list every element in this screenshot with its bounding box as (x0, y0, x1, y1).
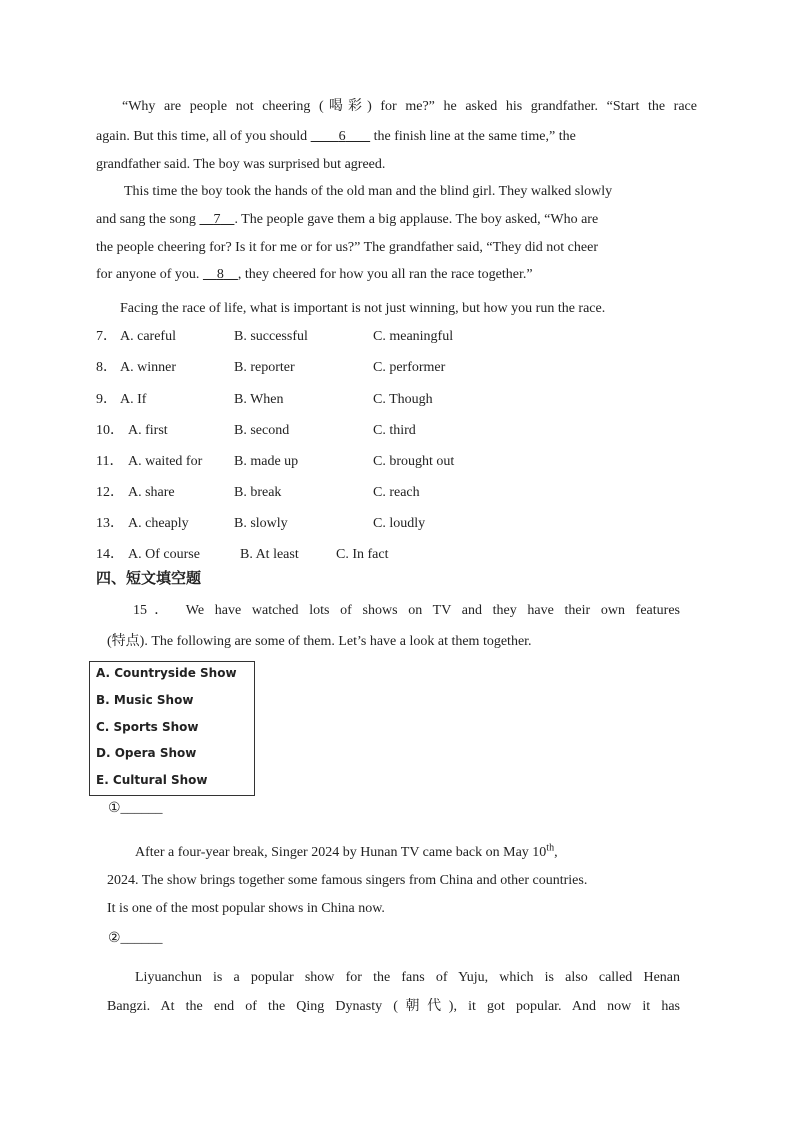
option-c[interactable]: C. brought out (373, 454, 455, 469)
option-b[interactable]: B. second (234, 423, 290, 438)
passage-line (96, 210, 697, 230)
option-b[interactable]: B. successful (234, 329, 308, 344)
passage-line (96, 238, 697, 258)
passage-line (107, 997, 680, 1017)
option-b[interactable]: B. reporter (234, 360, 295, 375)
passage-line (96, 155, 697, 175)
text: Bangzi. At the end of the Qing Dynasty (朝代), it got popular. And now it has (107, 999, 680, 1014)
text: This time the boy took the hands of the old man and the blind girl. They walked slowly (124, 184, 613, 199)
option-a[interactable]: A. If (120, 392, 147, 407)
text: the people cheering for? Is it for me or for us?” The grandfather said, “They did not cheer (96, 240, 598, 255)
passage-line (107, 899, 708, 919)
option-c[interactable]: C. meaningful (373, 329, 454, 344)
text: Liyuanchun is a popular show for the fans of Yuju, which is also called Henan (135, 970, 680, 985)
text: After a four-year break, Singer 2024 by Hunan TV came back on May 10 (135, 845, 547, 860)
passage-line (135, 843, 680, 863)
text: . The people gave them a big applause. The boy asked, “Who are (234, 212, 599, 227)
box-item: B. Music Show (96, 693, 194, 707)
text: and sang the song (96, 212, 196, 227)
passage-line (96, 127, 697, 147)
option-b[interactable]: B. made up (234, 454, 299, 469)
passage-line (124, 182, 681, 202)
box-item: A. Countryside Show (96, 666, 237, 680)
text: 15． We have watched lots of shows on TV and they have their own features (133, 603, 680, 618)
answer-blank-6: 6 (338, 129, 346, 144)
option-c[interactable]: C. In fact (336, 547, 389, 562)
question-number: 7． (96, 329, 117, 344)
passage-line (107, 871, 680, 891)
option-a[interactable]: A. share (128, 485, 175, 500)
text: for anyone of you. (96, 267, 200, 282)
text: Facing the race of life, what is important is not just winning, but how you run the race. (120, 301, 606, 316)
question-number: 9． (96, 392, 117, 407)
box-item: D. Opera Show (96, 746, 197, 760)
text: grandfather said. The boy was surprised but agreed. (96, 157, 386, 172)
question-number: 13． (96, 516, 124, 531)
option-a[interactable]: A. Of course (128, 547, 200, 562)
question-number: 8． (96, 360, 117, 375)
option-a[interactable]: A. careful (120, 329, 176, 344)
text: , (554, 845, 558, 860)
answer-blank-7: 7 (213, 212, 221, 227)
text: “Why are people not cheering (喝彩) for me?” he asked his grandfather. “Start the race (122, 99, 697, 114)
question-number: 10． (96, 423, 124, 438)
text: again. But this time, all of you should (96, 129, 308, 144)
text: It is one of the most popular shows in China now. (107, 901, 385, 916)
option-a[interactable]: A. first (128, 423, 168, 438)
option-c[interactable]: C. third (373, 423, 416, 438)
option-b[interactable]: B. At least (240, 547, 299, 562)
passage-line (122, 97, 697, 117)
option-b[interactable]: B. slowly (234, 516, 288, 531)
passage-line (120, 299, 680, 319)
option-b[interactable]: B. When (234, 392, 284, 407)
answer-blank-8: 8 (216, 267, 224, 282)
option-a[interactable]: A. waited for (128, 454, 203, 469)
section-heading: 四、短文填空题 (96, 569, 202, 587)
superscript: th (546, 842, 555, 854)
box-item: E. Cultural Show (96, 773, 208, 787)
question-line (133, 601, 680, 621)
text: , they cheered for how you all ran the race together.” (237, 267, 533, 282)
question-number: 14． (96, 547, 124, 562)
text: (特点). The following are some of them. Let’s have a look at them together. (107, 634, 532, 649)
option-c[interactable]: C. loudly (373, 516, 426, 531)
option-c[interactable]: C. reach (373, 485, 420, 500)
option-b[interactable]: B. break (234, 485, 282, 500)
show-options-box (89, 661, 255, 796)
question-number: 12． (96, 485, 124, 500)
option-c[interactable]: C. Though (373, 392, 433, 407)
question-line (107, 632, 708, 652)
box-item: C. Sports Show (96, 720, 199, 734)
option-a[interactable]: A. cheaply (128, 516, 189, 531)
passage-line (135, 968, 680, 988)
option-a[interactable]: A. winner (120, 360, 176, 375)
passage-line (96, 265, 697, 285)
text: the finish line at the same time,” the (373, 129, 576, 144)
text: 2024. The show brings together some famous singers from China and other countries. (107, 873, 588, 888)
question-number: 11． (96, 454, 124, 469)
answer-blank-1[interactable]: ①______ (108, 801, 163, 816)
option-c[interactable]: C. performer (373, 360, 446, 375)
answer-blank-2[interactable]: ②______ (108, 931, 163, 946)
